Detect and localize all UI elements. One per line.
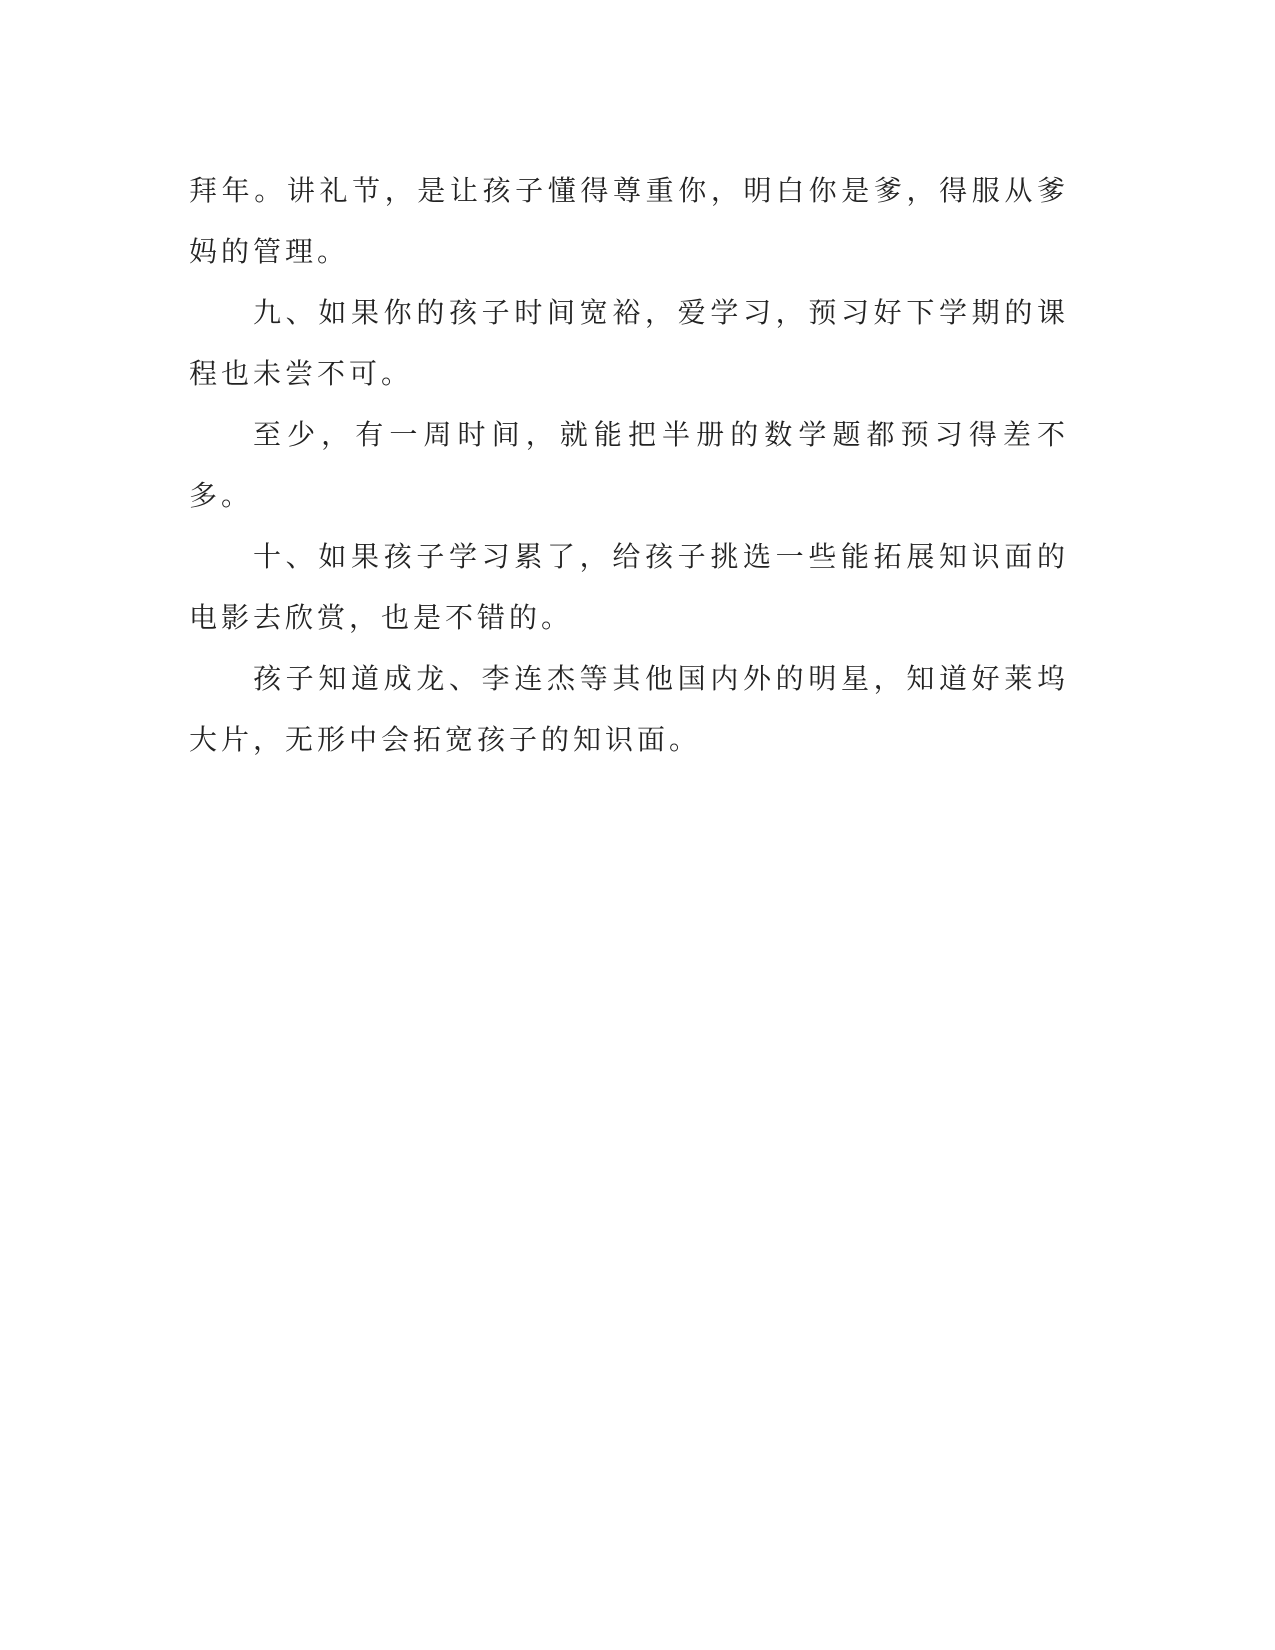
- paragraph-item-nine: 九、如果你的孩子时间宽裕，爱学习，预习好下学期的课程也未尝不可。: [189, 296, 1069, 390]
- paragraph-continuation: 拜年。讲礼节，是让孩子懂得尊重你，明白你是爹，得服从爹妈的管理。: [189, 174, 1069, 268]
- paragraph-item-ten: 十、如果孩子学习累了，给孩子挑选一些能拓展知识面的电影去欣赏，也是不错的。: [189, 540, 1069, 634]
- paragraph-preview-week: 至少，有一周时间，就能把半册的数学题都预习得差不多。: [189, 418, 1069, 512]
- document-body: [189, 160, 1069, 770]
- paragraph-movie-stars: 孩子知道成龙、李连杰等其他国内外的明星，知道好莱坞大片，无形中会拓宽孩子的知识面。: [189, 662, 1069, 756]
